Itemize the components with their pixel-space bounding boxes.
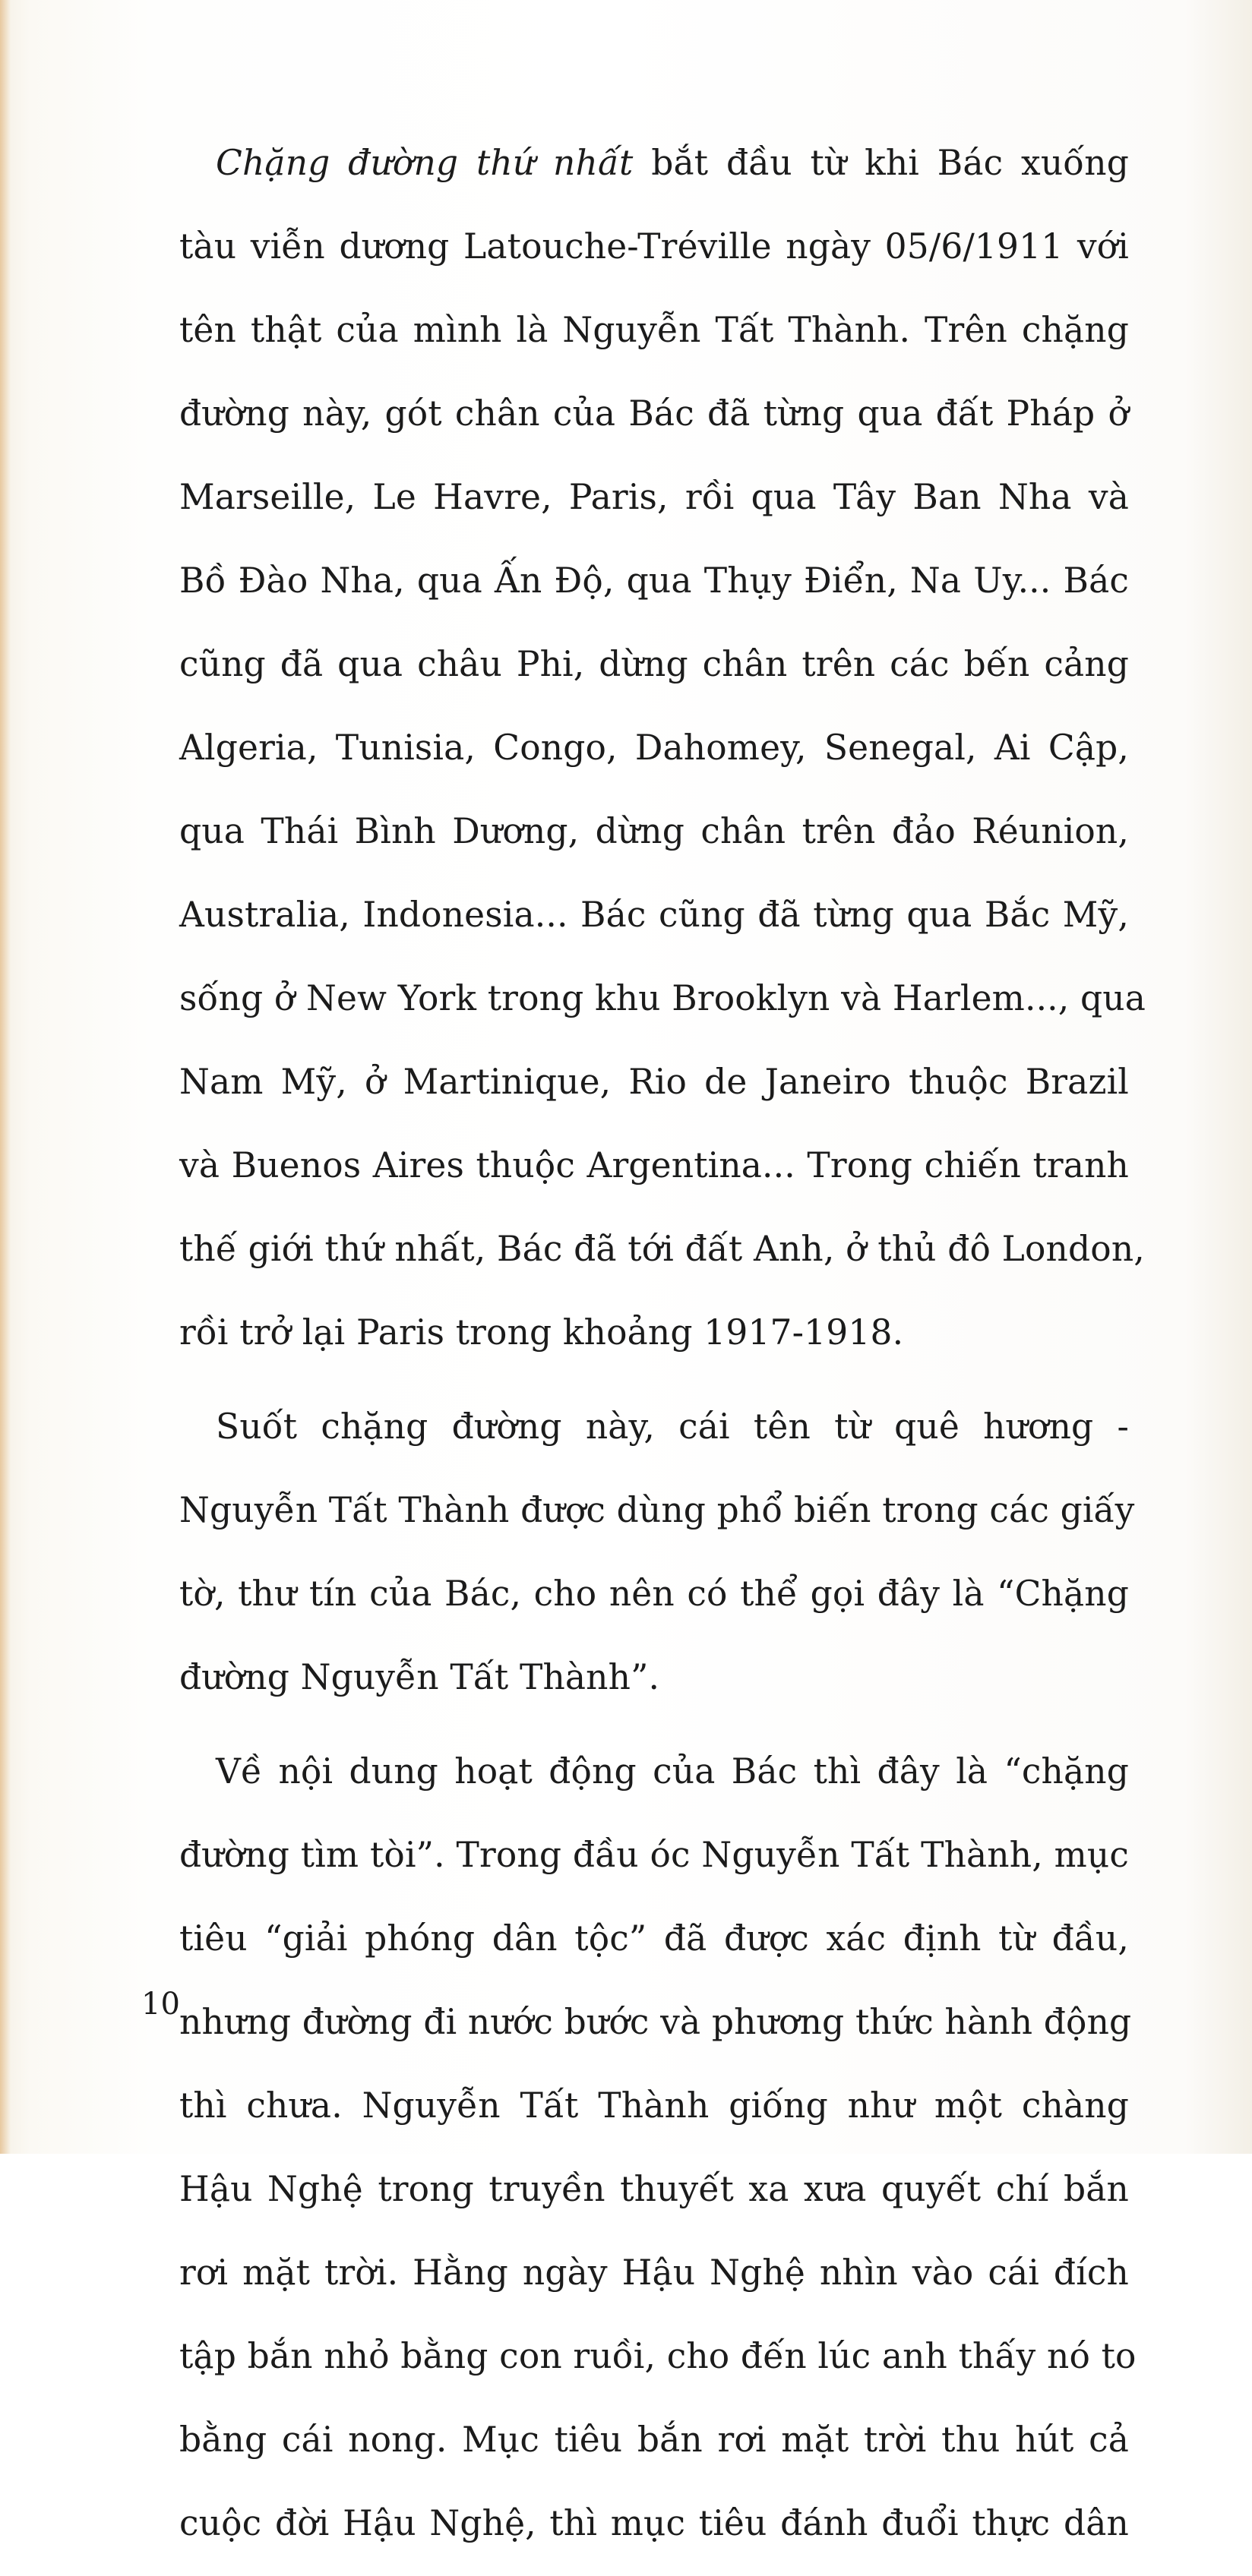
text-line: Suốt chặng đường này, cái tên từ quê hương - (216, 1406, 1129, 1447)
text-line: rồi trở lại Paris trong khoảng 1917-1918. (179, 1312, 904, 1353)
text-line: qua Thái Bình Dương, dừng chân trên đảo Réunion, (179, 811, 1129, 851)
text-line: Marseille, Le Havre, Paris, rồi qua Tây Ban Nha và (179, 477, 1129, 517)
text-line: cũng đã qua châu Phi, dừng chân trên các bến cảng (179, 644, 1129, 684)
text-line: Nam Mỹ, ở Martinique, Rio de Janeiro thuộc Brazil (179, 1062, 1129, 1102)
paragraph-1 (179, 122, 1146, 1375)
text-line: Bồ Đào Nha, qua Ấn Độ, qua Thụy Điển, Na Uy... Bác (179, 560, 1129, 601)
text-run: bắt đầu từ khi Bác xuống (633, 143, 1130, 183)
text-line: Algeria, Tunisia, Congo, Dahomey, Senegal, Ai Cập, (179, 728, 1129, 768)
text-line: cuộc đời Hậu Nghệ, thì mục tiêu đánh đuổi thực dân (179, 2503, 1129, 2543)
text-line (179, 122, 1129, 205)
text-line: Australia, Indonesia... Bác cũng đã từng qua Bắc Mỹ, (179, 895, 1129, 935)
body-text (179, 122, 1146, 2576)
text-line: tên thật của mình là Nguyễn Tất Thành. Trên chặng (179, 310, 1129, 350)
text-line: và Buenos Aires thuộc Argentina... Trong chiến tranh (179, 1145, 1129, 1185)
text-line: đường Nguyễn Tất Thành”. (179, 1657, 660, 1697)
text-line: bằng cái nong. Mục tiêu bắn rơi mặt trời thu hút cả (179, 2420, 1129, 2460)
text-line: đường này, gót chân của Bác đã từng qua đất Pháp ở (179, 393, 1129, 434)
text-line: nhưng đường đi nước bước và phương thức hành động (179, 2002, 1132, 2042)
page-edge-shadow (0, 0, 11, 2154)
paragraph-3 (179, 1730, 1137, 2565)
text-line: đường tìm tòi”. Trong đầu óc Nguyễn Tất Thành, mục (179, 1835, 1129, 1875)
text-line: Nguyễn Tất Thành được dùng phổ biến trong các giấy (179, 1490, 1135, 1530)
text-line: thì chưa. Nguyễn Tất Thành giống như một chàng (179, 2085, 1129, 2126)
text-line: tàu viễn dương Latouche-Tréville ngày 05/6/1911 với (179, 226, 1129, 267)
text-line: tiêu “giải phóng dân tộc” đã được xác định từ đầu, (179, 1918, 1129, 1959)
text-line: Về nội dung hoạt động của Bác thì đây là “chặng (216, 1751, 1129, 1792)
italic-phrase: Chặng đường thứ nhất (216, 143, 634, 183)
text-line: rơi mặt trời. Hằng ngày Hậu Nghệ nhìn vào cái đích (179, 2252, 1129, 2293)
paragraph-2 (179, 1385, 1135, 1719)
text-line: thế giới thứ nhất, Bác đã tới đất Anh, ở thủ đô London, (179, 1229, 1145, 1269)
text-line: sống ở New York trong khu Brooklyn và Harlem..., qua (179, 978, 1146, 1018)
text-line: tập bắn nhỏ bằng con ruồi, cho đến lúc anh thấy nó to (179, 2336, 1137, 2376)
text-line: Hậu Nghệ trong truyền thuyết xa xưa quyết chí bắn (179, 2169, 1129, 2209)
text-line: tờ, thư tín của Bác, cho nên có thể gọi đây là “Chặng (179, 1574, 1129, 1614)
page-number: 10 (141, 1987, 180, 2022)
